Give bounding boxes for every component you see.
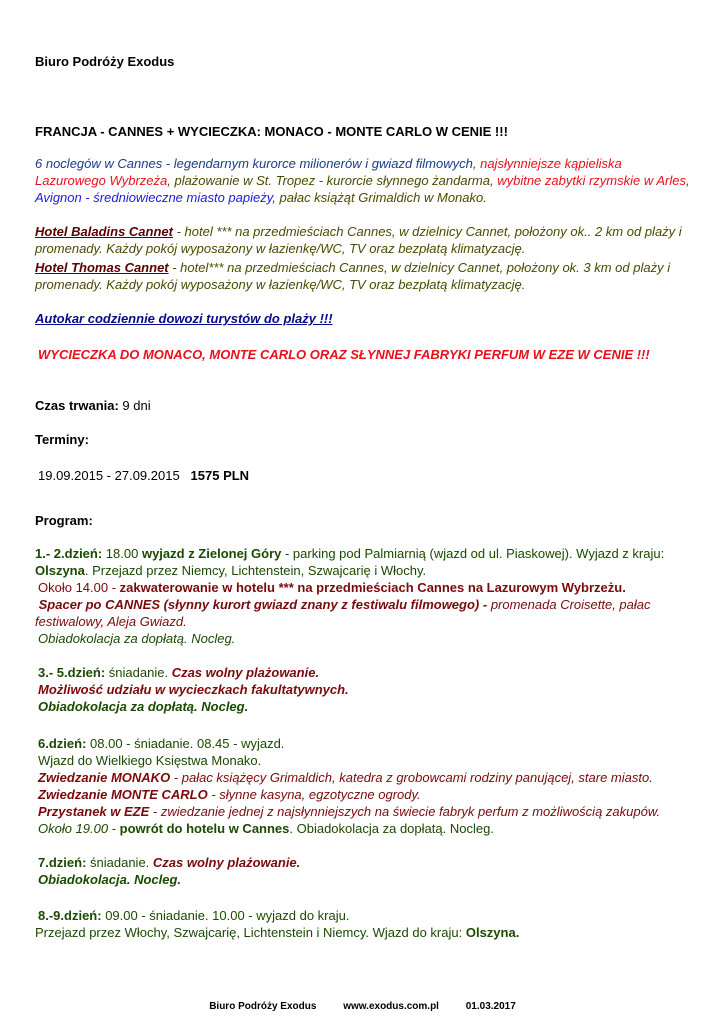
day-text: śniadanie. xyxy=(105,665,172,680)
footer-company: Biuro Podróży Exodus xyxy=(209,1001,317,1012)
offer-title: FRANCJA - CANNES + WYCIECZKA: MONACO - MONTE CARLO W CENIE !!! xyxy=(35,124,508,139)
border-city: Olszyna. xyxy=(465,925,520,940)
intro-paragraph xyxy=(35,155,695,206)
free-time-text: Czas wolny plażowanie. xyxy=(152,855,301,870)
day-label: 6.dzień: xyxy=(38,736,87,751)
date-range: 19.09.2015 - 27.09.2015 xyxy=(38,468,180,483)
return-time: Około 19.00 xyxy=(38,821,109,836)
day-label: 8.-9.dzień: xyxy=(38,908,102,923)
free-time-text: Czas wolny plażowanie. xyxy=(171,665,320,680)
arrival-time: Około 14.00 - xyxy=(38,580,120,595)
program-label: Program: xyxy=(35,513,93,528)
sight-title: Zwiedzanie MONTE CARLO xyxy=(38,787,208,802)
day-label: 1.- 2.dzień: xyxy=(35,546,103,561)
company-header: Biuro Podróży Exodus xyxy=(35,54,175,69)
day-time: 18.00 xyxy=(102,546,142,561)
dash: - xyxy=(108,821,120,836)
departure-text: wyjazd z Zielonej Góry xyxy=(141,546,282,561)
day-text: . Obiadokolacja za dopłatą. Nocleg. xyxy=(289,821,494,836)
hotel-description: - hotel *** na przedmieściach Cannes, w dzielnicy Cannet, położony ok.. 2 km od plaży i promenady. Każdy pokój wyposażony w łazienkę/WC, TV oraz bezpłatą klimatyzację. xyxy=(35,224,682,256)
program-line xyxy=(38,803,698,820)
program-line xyxy=(38,769,698,786)
intro-part-4: , plażowanie w St. Tropez - kurorcie słynnego żandarma, xyxy=(167,173,498,188)
day-text: - parking pod Palmiarnią (wjazd od ul. Piaskowej). Wyjazd z kraju: xyxy=(281,546,665,561)
intro-part-2: , xyxy=(472,156,481,171)
program-line xyxy=(38,579,698,596)
day-text: . Przejazd przez Niemcy, Lichtenstein, Szwajcarię i Włochy. xyxy=(84,563,427,578)
program-line: Możliwość udziału w wycieczkach fakultatywnych. xyxy=(38,682,349,697)
program-line: Obiadokolacja. Nocleg. xyxy=(38,872,182,887)
program-line xyxy=(35,596,700,630)
footer-date: 01.03.2017 xyxy=(465,1001,516,1012)
day-text: 08.00 - śniadanie. 08.45 - wyjazd. xyxy=(86,736,285,751)
duration-label: Czas trwania: xyxy=(35,398,119,413)
duration-line xyxy=(35,397,695,414)
day-text: śniadanie. xyxy=(86,855,153,870)
date-price: 1575 PLN xyxy=(190,468,250,483)
intro-part-3: najsłynniejsze kąpieliska Lazurowego Wybrzeża xyxy=(35,156,622,188)
walk-cannes-text: promenada Croisette, pałac festiwalowy, Aleja Gwiazd. xyxy=(35,597,651,629)
return-text: powrót do hotelu w Cannes xyxy=(119,821,290,836)
hotel-entry xyxy=(35,259,695,293)
program-day-1-2 xyxy=(35,545,695,579)
hotel-name: Hotel Thomas Cannet xyxy=(35,260,169,275)
program-day-8-9 xyxy=(38,907,698,924)
day-text: 09.00 - śniadanie. 10.00 - wyjazd do kraju. xyxy=(101,908,350,923)
sight-text: - zwiedzanie jednej z najsłynniejszych na świecie fabryk perfum z możliwością zakupów. xyxy=(149,804,661,819)
hotel-name: Hotel Baladins Cannet xyxy=(35,224,173,239)
sight-text: - słynne kasyna, egzotyczne ogrody. xyxy=(207,787,421,802)
intro-part-7: Avignon - średniowieczne miasto papieży xyxy=(35,190,273,205)
hotel-entry xyxy=(35,223,695,257)
date-row xyxy=(38,467,698,484)
duration-value: 9 dni xyxy=(118,398,151,413)
dates-label: Terminy: xyxy=(35,432,89,447)
day-label: 3.- 5.dzień: xyxy=(38,665,106,680)
sight-title: Zwiedzanie MONAKO xyxy=(38,770,171,785)
day-text: Przejazd przez Włochy, Szwajcarię, Lichtenstein i Niemcy. Wjazd do kraju: xyxy=(35,925,466,940)
page-footer xyxy=(0,998,725,1015)
intro-part-1: 6 noclegów w Cannes - legendarnym kurorce milionerów i gwiazd filmowych xyxy=(35,156,473,171)
day-label: 7.dzień: xyxy=(38,855,87,870)
program-line: Obiadokolacja za dopłatą. Nocleg. xyxy=(38,631,236,646)
intro-part-5: wybitne zabytki rzymskie w Arles xyxy=(497,173,686,188)
program-line: Obiadokolacja za dopłatą. Nocleg. xyxy=(38,699,249,714)
program-line xyxy=(38,786,698,803)
hotel-description: - hotel*** na przedmieściach Cannes, w dzielnicy Cannet, położony ok. 3 km od plaży i promenady. Każdy pokój wyposażony w łazienkę/WC, TV oraz bezpłatą klimatyzację. xyxy=(35,260,671,292)
sight-title: Przystanek w EZE xyxy=(38,804,150,819)
program-line xyxy=(38,820,698,837)
program-day-3-5 xyxy=(38,664,698,681)
program-line xyxy=(35,924,695,941)
accommodation-text: zakwaterowanie w hotelu *** na przedmieściach Cannes na Lazurowym Wybrzeżu. xyxy=(119,580,626,595)
program-day-6 xyxy=(38,735,698,752)
excursion-banner: WYCIECZKA DO MONACO, MONTE CARLO ORAZ SŁYNNEJ FABRYKI PERFUM W EZE W CENIE !!! xyxy=(38,347,650,362)
footer-url[interactable]: www.exodus.com.pl xyxy=(343,1001,439,1012)
sight-text: - pałac książęcy Grimaldich, katedra z grobowcami rodziny panującej, stare miasto. xyxy=(170,770,653,785)
program-line: Wjazd do Wielkiego Księstwa Monako. xyxy=(38,753,262,768)
intro-part-8: , pałac książąt Grimaldich w Monako. xyxy=(272,190,487,205)
intro-part-6: , xyxy=(686,173,690,188)
bus-note: Autokar codziennie dowozi turystów do plaży !!! xyxy=(35,311,333,326)
walk-cannes-title: Spacer po CANNES (słynny kurort gwiazd znany z festiwalu filmowego) - xyxy=(38,597,491,612)
border-city: Olszyna xyxy=(35,563,85,578)
program-day-7 xyxy=(38,854,698,871)
